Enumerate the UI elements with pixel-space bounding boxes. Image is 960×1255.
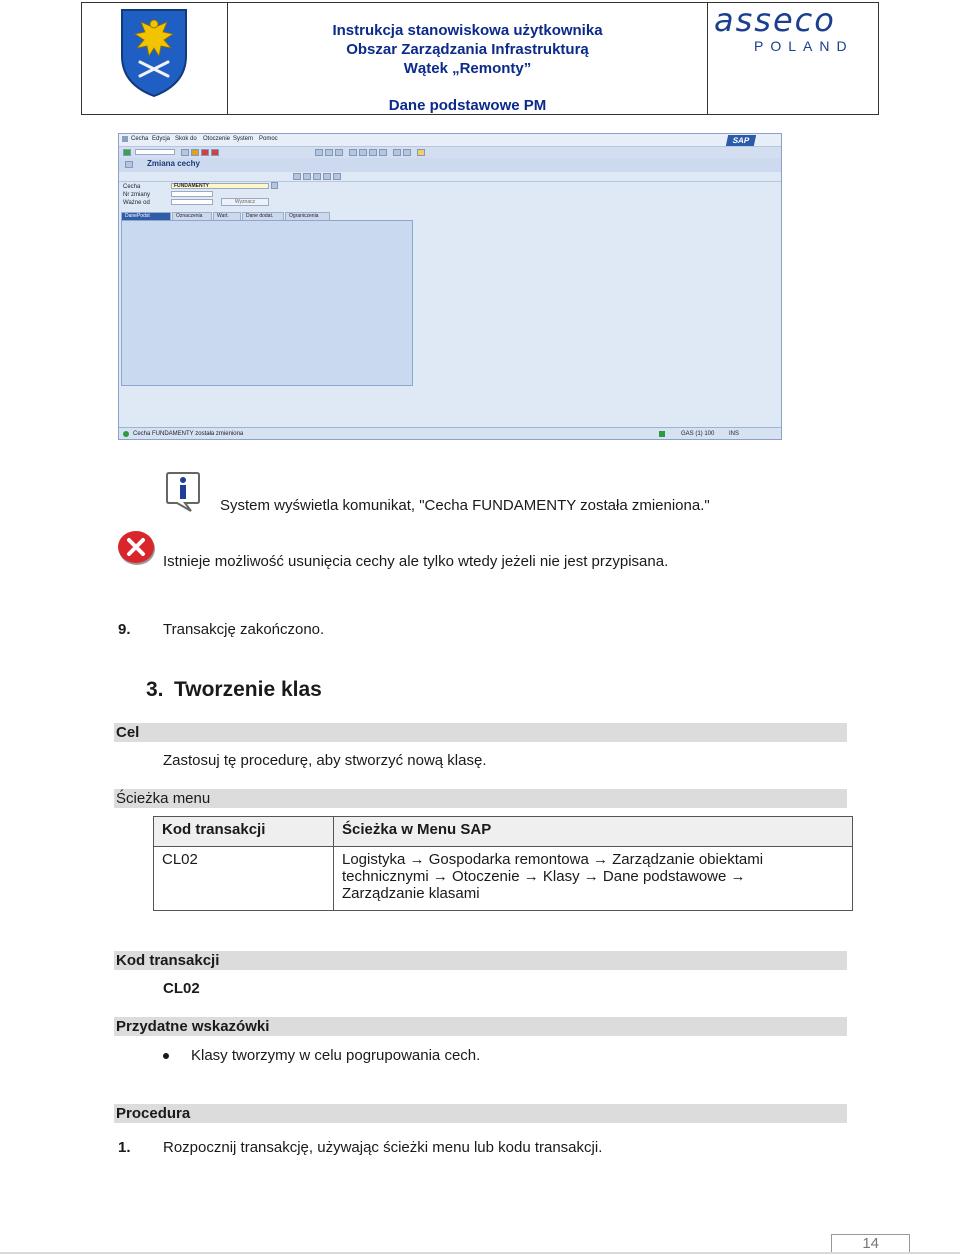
kod-bar <box>114 951 847 970</box>
header-title-line3: Wątek „Remonty” <box>403 60 532 77</box>
print-icon[interactable] <box>315 149 323 156</box>
sap-statusbar <box>119 427 781 440</box>
sciezka-label: Ścieżka menu <box>116 790 211 807</box>
wazne-od-input[interactable] <box>171 199 213 205</box>
header-title-line1: Instrukcja stanowiskowa użytkownika <box>332 22 603 39</box>
status-system: GAS (1) 100 <box>681 431 715 437</box>
where-used-icon[interactable] <box>333 173 341 180</box>
sap-menu-item[interactable]: Edycja <box>152 136 171 142</box>
sap-menubar <box>119 134 781 147</box>
sap-screenshot <box>118 133 782 440</box>
info-icon <box>163 471 203 513</box>
tab-ograniczenia[interactable]: Ograniczenia <box>285 212 330 221</box>
field-label-cecha: Cecha <box>123 184 141 190</box>
create-icon[interactable] <box>313 173 321 180</box>
header-subtitle: Dane podstawowe PM <box>388 97 547 114</box>
shortcut-icon[interactable] <box>403 149 411 156</box>
prev-page-icon[interactable] <box>359 149 367 156</box>
new-session-icon[interactable] <box>393 149 401 156</box>
save-icon[interactable] <box>181 149 189 156</box>
table-header-cell: Kod transakcji <box>154 817 334 847</box>
sciezka-bar <box>114 789 847 808</box>
tab-wart[interactable]: Wart. <box>213 212 241 221</box>
field-label-nr-zmiany: Nr zmiany <box>123 192 151 198</box>
page-number: 14 <box>831 1234 910 1253</box>
sap-menu-item[interactable]: Skok do <box>175 136 197 142</box>
exit-icon[interactable] <box>201 149 209 156</box>
find-icon[interactable] <box>325 149 333 156</box>
sap-titlebar <box>119 158 781 172</box>
sap-screen-title: Zmiana cechy <box>147 159 200 168</box>
command-field[interactable] <box>135 149 175 155</box>
procedura-step-number: 1. <box>118 1139 131 1156</box>
back-icon[interactable] <box>191 149 199 156</box>
coat-of-arms-icon <box>118 6 190 98</box>
last-page-icon[interactable] <box>379 149 387 156</box>
cel-bar <box>114 723 847 742</box>
step-number: 9. <box>118 621 131 638</box>
procedura-label: Procedura <box>116 1105 191 1122</box>
section-number: 3. <box>146 678 164 701</box>
status-mode: INS <box>729 431 740 437</box>
header-title-line2: Obszar Zarządzania Infrastrukturą <box>346 41 589 58</box>
status-message: Cecha FUNDAMENTY została zmieniona <box>133 431 244 437</box>
table-header-row <box>154 817 853 847</box>
change-icon[interactable] <box>303 173 311 180</box>
sap-application-toolbar <box>119 172 781 182</box>
tab-dane-dodat[interactable]: Dane dodat. <box>242 212 284 221</box>
help-icon[interactable] <box>417 149 425 156</box>
section-title: Tworzenie klas <box>174 678 322 701</box>
sap-logo: SAP <box>726 135 756 146</box>
sap-menu-item[interactable]: Pomoc <box>259 136 278 142</box>
wyznacz-button[interactable]: Wyznacz <box>221 198 269 206</box>
header-divider <box>707 2 708 115</box>
cecha-input[interactable]: FUNDAMENTY <box>171 183 269 189</box>
sap-tab-panel <box>121 220 413 386</box>
success-icon <box>123 431 129 437</box>
tab-oznaczenia[interactable]: Oznaczenia <box>172 212 212 221</box>
nr-zmiany-input[interactable] <box>171 191 213 197</box>
field-label-wazne-od: Ważne od <box>123 200 150 206</box>
cel-text: Zastosuj tę procedurę, aby stworzyć nową klasę. <box>163 752 487 769</box>
next-page-icon[interactable] <box>369 149 377 156</box>
asseco-logo-sub: POLAND <box>754 38 854 54</box>
table-header-cell: Ścieżka w Menu SAP <box>334 817 853 847</box>
tab-danepodst[interactable]: DanePodst <box>121 212 171 221</box>
menu-path-line: technicznymi → Otoczenie → Klasy → Dane podstawowe → <box>342 868 746 885</box>
display-icon[interactable] <box>293 173 301 180</box>
first-page-icon[interactable] <box>349 149 357 156</box>
sap-window-icon <box>122 136 128 142</box>
find-next-icon[interactable] <box>335 149 343 156</box>
menu-path-table <box>153 816 853 911</box>
menu-path-cell <box>334 847 853 911</box>
bullet-icon <box>163 1053 169 1059</box>
kod-value: CL02 <box>163 980 200 997</box>
footer-line <box>0 1252 960 1254</box>
sap-menu-item[interactable]: Otoczenie <box>203 136 231 142</box>
enter-icon[interactable] <box>123 149 131 156</box>
menu-path-line: Zarządzanie klasami <box>342 885 480 902</box>
value-help-icon[interactable] <box>271 182 278 189</box>
menu-path-line: Logistyka → Gospodarka remontowa → Zarządzanie obiektami <box>342 851 764 868</box>
cel-label: Cel <box>116 724 140 741</box>
delete-icon[interactable] <box>323 173 331 180</box>
wskazowki-bullet: Klasy tworzymy w celu pogrupowania cech. <box>191 1047 481 1064</box>
sap-menu-item[interactable]: System <box>233 136 254 142</box>
kod-label: Kod transakcji <box>116 952 220 969</box>
wskazowki-label: Przydatne wskazówki <box>116 1018 270 1035</box>
status-indicator-icon <box>659 431 665 437</box>
warning-message: Istnieje możliwość usunięcia cechy ale tylko wtedy jeżeli nie jest przypisana. <box>163 553 669 570</box>
table-row <box>154 847 853 911</box>
step-text: Transakcję zakończono. <box>163 621 325 638</box>
info-message: System wyświetla komunikat, "Cecha FUNDAMENTY została zmieniona." <box>220 497 710 514</box>
asseco-logo: asseco <box>714 1 836 39</box>
transaction-icon <box>125 161 133 168</box>
transaction-code-cell: CL02 <box>154 847 334 911</box>
warning-icon <box>117 529 157 567</box>
sap-menu-item[interactable]: Cecha <box>131 136 149 142</box>
procedura-bar <box>114 1104 847 1123</box>
procedura-step-text: Rozpocznij transakcję, używając ścieżki menu lub kodu transakcji. <box>163 1139 603 1156</box>
cancel-icon[interactable] <box>211 149 219 156</box>
